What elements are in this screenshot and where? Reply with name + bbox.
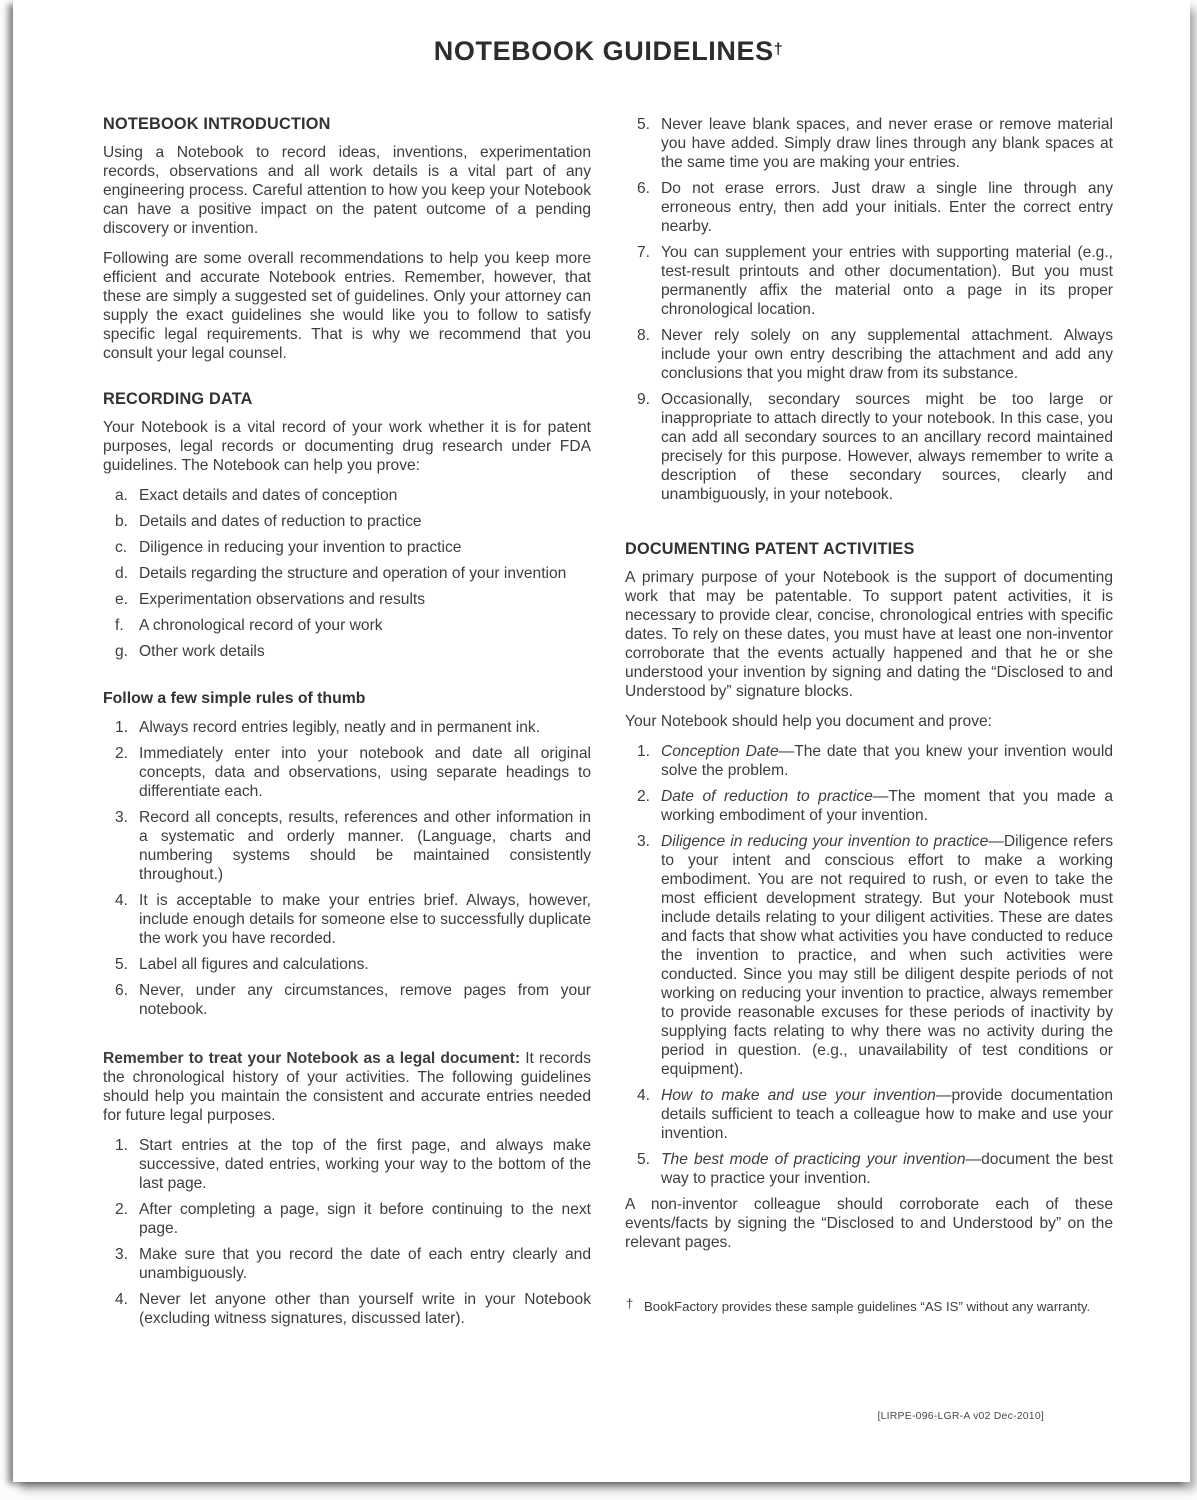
- paragraph: Your Notebook should help you document and prove:: [625, 713, 993, 730]
- right-column: [625, 115, 1113, 1335]
- list-marker: 3.: [637, 833, 651, 850]
- list-marker: 4.: [637, 1087, 651, 1104]
- list-item-text: Always record entries legibly, neatly and in permanent ink.: [139, 719, 541, 736]
- list-marker: d.: [115, 565, 129, 582]
- list-item: [103, 616, 591, 635]
- page-content: [103, 36, 1114, 1335]
- title-dagger-mark: †: [773, 41, 784, 58]
- list-item: [103, 642, 591, 661]
- list-item-text: Diligence in reducing your invention to practice: [139, 539, 462, 556]
- list-item-text: Immediately enter into your notebook and date all original concepts, data and observations, using separate headings to differentiate each.: [139, 745, 591, 800]
- list-item-text: Do not erase errors. Just draw a single line through any erroneous entry, then add your initials. Enter the correct entry nearby.: [661, 180, 1113, 235]
- list-marker: 1.: [115, 719, 129, 736]
- list-item-text: Never, under any circumstances, remove pages from your notebook.: [139, 982, 591, 1018]
- list-item: [103, 718, 591, 737]
- italic-lead-text: The best mode of practicing your invention: [661, 1151, 966, 1168]
- list-item: [103, 486, 591, 505]
- list-item-text: Exact details and dates of conception: [139, 487, 398, 504]
- numbered-list-rules-continued: [625, 115, 1113, 504]
- list-marker: 2.: [115, 1201, 129, 1218]
- list-item-text: A chronological record of your work: [139, 617, 383, 634]
- italic-lead-text: Conception Date: [661, 743, 779, 760]
- list-marker: 5.: [115, 956, 129, 973]
- two-column-layout: [103, 115, 1114, 1335]
- paragraph-rest-text: It records the chronological history of your activities. The following guidelines should help you maintain the consistent and accurate entries needed for future legal purposes.: [103, 1050, 591, 1124]
- subheading-rules-of-thumb: Follow a few simple rules of thumb: [103, 690, 366, 707]
- lettered-list: [103, 486, 591, 661]
- section-heading-recording-data: RECORDING DATA: [103, 390, 253, 408]
- section-heading-documenting-patent-activities: DOCUMENTING PATENT ACTIVITIES: [625, 540, 915, 558]
- list-item-text: —Diligence refers to your intent and conscious effort to make a working embodiment. You are not required to rush, or even to take the most efficient development strategy. But your Notebook must include details relating to your diligent activities. These are dates and facts that show what activities you have conducted to reduce the invention to practice, and when such activities were conducted. Since you may still be diligent despite periods of not working on reducing your invention to practice, always remember to provide reasonable excuses for these periods of inactivity by supplying facts relating to why there was no activity during the period in question. (e.g., unavailability of test conditions or equipment).: [661, 833, 1113, 1078]
- list-item: [625, 1150, 1113, 1188]
- paragraph: Your Notebook is a vital record of your work whether it is for patent purposes, legal records or documenting drug research under FDA guidelines. The Notebook can help you prove:: [103, 419, 591, 474]
- paragraph-legal-lead: [103, 1049, 591, 1125]
- list-item-text: Record all concepts, results, references and other information in a systematic and orderly manner. (Language, charts and numbering systems should be maintained consistently throughout.): [139, 809, 591, 883]
- page-title: [103, 36, 1114, 67]
- list-marker: f.: [115, 617, 124, 634]
- list-item: [625, 243, 1113, 319]
- list-marker: 3.: [115, 809, 129, 826]
- list-item: [103, 1290, 591, 1328]
- list-item: [625, 115, 1113, 172]
- list-marker: 9.: [637, 391, 651, 408]
- list-marker: c.: [115, 539, 128, 556]
- list-item: [103, 744, 591, 801]
- list-marker: 7.: [637, 244, 651, 261]
- list-item: [103, 1136, 591, 1193]
- list-item-text: Make sure that you record the date of each entry clearly and unambiguously.: [139, 1246, 591, 1282]
- list-item-text: It is acceptable to make your entries brief. Always, however, include enough details for someone else to successfully duplicate the work you have recorded.: [139, 892, 591, 947]
- page-title-text: NOTEBOOK GUIDELINES: [433, 36, 774, 66]
- list-item-text: Details and dates of reduction to practice: [139, 513, 422, 530]
- list-item: [625, 1086, 1113, 1143]
- list-marker: 1.: [115, 1137, 129, 1154]
- list-item: [103, 891, 591, 948]
- list-item: [103, 590, 591, 609]
- list-item-text: Never let anyone other than yourself write in your Notebook (excluding witness signatures, discussed later).: [139, 1291, 591, 1327]
- list-marker: 8.: [637, 327, 651, 344]
- footer-document-code: [LIRPE-096-LGR-A v02 Dec-2010]: [877, 1410, 1044, 1422]
- footnote: [625, 1298, 1113, 1315]
- list-item: [103, 808, 591, 884]
- italic-lead-text: How to make and use your invention: [661, 1087, 936, 1104]
- list-item-text: Never leave blank spaces, and never erase or remove material you have added. Simply draw lines through any blank spaces at the same time you are making your entries.: [661, 116, 1113, 171]
- list-marker: 2.: [115, 745, 129, 762]
- list-item: [103, 564, 591, 583]
- paragraph: Following are some overall recommendations to help you keep more efficient and accurate Notebook entries. Remember, however, that these are simply a suggested set of guidelines. Only your attorney can supply the exact guidelines she would like you to follow to satisfy specific legal requirements. That is why we recommend that you consult your legal counsel.: [103, 250, 591, 362]
- paragraph: Using a Notebook to record ideas, inventions, experimentation records, observations and all work details is a vital part of any engineering process. Careful attention to how you keep your Notebook can have a positive impact on the patent outcome of a pending discovery or invention.: [103, 144, 591, 237]
- list-marker: 4.: [115, 1291, 129, 1308]
- list-item-text: Experimentation observations and results: [139, 591, 426, 608]
- list-item-text: —document the best way to practice your invention.: [661, 1151, 1113, 1187]
- list-item: [103, 955, 591, 974]
- list-item-text: —The date that you knew your invention would solve the problem.: [661, 743, 1113, 779]
- list-marker: g.: [115, 643, 129, 660]
- list-item: [103, 981, 591, 1019]
- list-item: [625, 787, 1113, 825]
- list-item: [625, 832, 1113, 1079]
- list-marker: b.: [115, 513, 129, 530]
- list-item: [103, 1200, 591, 1238]
- document-page: [13, 0, 1190, 1482]
- list-item: [103, 512, 591, 531]
- list-marker: 4.: [115, 892, 129, 909]
- list-item-text: You can supplement your entries with supporting material (e.g., test-result printouts and other documentation). But you must permanently affix the material onto a page in its proper chronological location.: [661, 244, 1113, 318]
- list-item-text: Label all figures and calculations.: [139, 956, 369, 973]
- section-heading-notebook-introduction: NOTEBOOK INTRODUCTION: [103, 115, 331, 133]
- bold-lead-text: Remember to treat your Notebook as a legal document:: [103, 1050, 521, 1067]
- paragraph: A non-inventor colleague should corroborate each of these events/facts by signing the “Disclosed to and Understood by” on the relevant pages.: [625, 1196, 1113, 1251]
- list-item: [103, 1245, 591, 1283]
- list-marker: 5.: [637, 1151, 651, 1168]
- list-marker: 5.: [637, 116, 651, 133]
- numbered-list-legal: [103, 1136, 591, 1328]
- numbered-list-prove-items: [625, 742, 1113, 1188]
- list-item: [625, 390, 1113, 504]
- list-item-text: Details regarding the structure and operation of your invention: [139, 565, 567, 582]
- list-item: [625, 179, 1113, 236]
- list-marker: a.: [115, 487, 129, 504]
- list-item-text: —provide documentation details sufficient to teach a colleague how to make and use your invention.: [661, 1087, 1113, 1142]
- list-item-text: Occasionally, secondary sources might be too large or inappropriate to attach directly to your notebook. In this case, you can add all secondary sources to an ancillary record maintained precisely for this purpose. However, always remember to write a description of these secondary sources, clearly and unambiguously, in your notebook.: [661, 391, 1113, 503]
- list-item-text: Never rely solely on any supplemental attachment. Always include your own entry describing the attachment and add any conclusions that you might draw from its substance.: [661, 327, 1113, 382]
- list-item-text: Start entries at the top of the first page, and always make successive, dated entries, working your way to the bottom of the last page.: [139, 1137, 591, 1192]
- footnote-text: BookFactory provides these sample guidelines “AS IS” without any warranty.: [644, 1299, 1091, 1314]
- list-item-text: Other work details: [139, 643, 265, 660]
- list-marker: 6.: [115, 982, 129, 999]
- italic-lead-text: Date of reduction to practice: [661, 788, 873, 805]
- footnote-dagger-mark: †: [626, 1296, 634, 1311]
- numbered-list-rules: [103, 718, 591, 1019]
- list-item: [625, 326, 1113, 383]
- paragraph: A primary purpose of your Notebook is the support of documenting work that may be patentable. To support patent activities, it is necessary to provide clear, concise, chronological entries with specific dates. To rely on these dates, you must have at least one non-inventor corroborate that the events actually happened and that he or she understood your invention by signing and dating the “Disclosed to and Understood by” signature blocks.: [625, 569, 1113, 700]
- list-item-text: —The moment that you made a working embodiment of your invention.: [661, 788, 1113, 824]
- list-item: [103, 538, 591, 557]
- left-column: [103, 115, 591, 1335]
- list-marker: 3.: [115, 1246, 129, 1263]
- legal-document-section: [103, 1049, 591, 1328]
- list-marker: e.: [115, 591, 129, 608]
- italic-lead-text: Diligence in reducing your invention to practice: [661, 833, 989, 850]
- list-marker: 2.: [637, 788, 651, 805]
- list-item-text: After completing a page, sign it before continuing to the next page.: [139, 1201, 591, 1237]
- list-marker: 6.: [637, 180, 651, 197]
- list-marker: 1.: [637, 743, 651, 760]
- list-item: [625, 742, 1113, 780]
